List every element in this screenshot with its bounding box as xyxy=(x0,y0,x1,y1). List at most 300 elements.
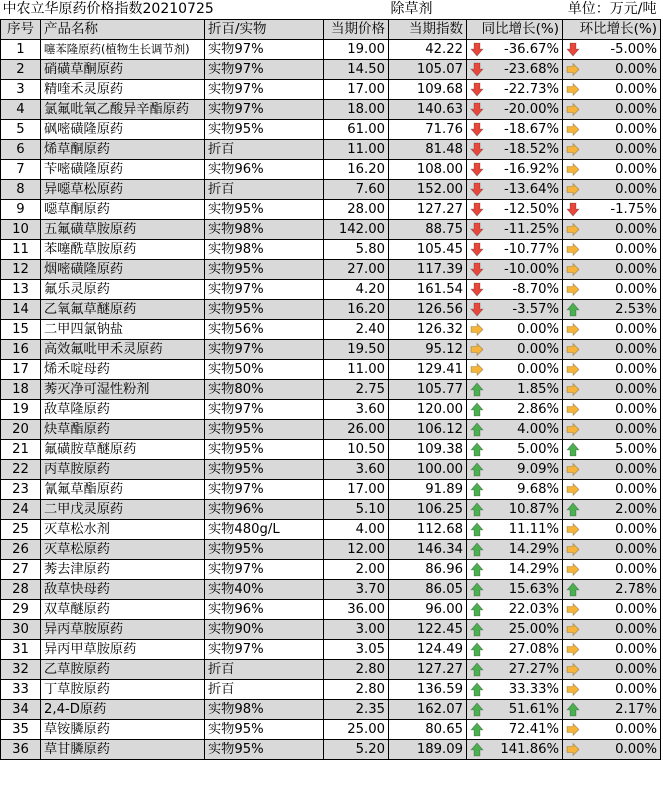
mom-change-value: 2.00% xyxy=(615,502,658,518)
row-number: 11 xyxy=(1,240,41,260)
product-spec: 实物97% xyxy=(205,340,324,360)
current-price: 4.00 xyxy=(324,520,389,540)
yoy-change xyxy=(467,240,563,260)
mom-change-value: 0.00% xyxy=(615,402,658,418)
product-spec: 实物97% xyxy=(205,100,324,120)
yoy-change-value: -22.73% xyxy=(503,82,560,98)
mom-change xyxy=(563,400,661,420)
header-index: 当期指数 xyxy=(389,20,467,40)
current-index: 88.75 xyxy=(389,220,467,240)
down-arrow-icon xyxy=(470,222,484,237)
current-index: 105.07 xyxy=(389,60,467,80)
product-name: 噻苯隆原药(植物生长调节剂) xyxy=(41,40,205,60)
down-arrow-icon xyxy=(470,122,484,137)
table-row xyxy=(1,460,661,480)
mom-change xyxy=(563,680,661,700)
product-name: 敌草快母药 xyxy=(41,580,205,600)
table-row xyxy=(1,620,661,640)
down-arrow-icon xyxy=(470,42,484,57)
mom-change xyxy=(563,360,661,380)
right-arrow-icon xyxy=(566,122,580,137)
product-spec: 实物97% xyxy=(205,400,324,420)
product-name: 烯禾啶母药 xyxy=(41,360,205,380)
yoy-change xyxy=(467,580,563,600)
mom-change xyxy=(563,100,661,120)
current-price: 3.05 xyxy=(324,640,389,660)
table-row xyxy=(1,220,661,240)
right-arrow-icon xyxy=(566,682,580,697)
mom-change xyxy=(563,280,661,300)
yoy-change xyxy=(467,180,563,200)
current-index: 136.59 xyxy=(389,680,467,700)
yoy-change xyxy=(467,620,563,640)
current-price: 14.50 xyxy=(324,60,389,80)
yoy-change xyxy=(467,520,563,540)
right-arrow-icon xyxy=(566,522,580,537)
title-row xyxy=(1,0,661,20)
mom-change-value: 0.00% xyxy=(615,142,658,158)
table-row xyxy=(1,720,661,740)
current-index: 100.00 xyxy=(389,460,467,480)
current-price: 3.60 xyxy=(324,460,389,480)
up-arrow-icon xyxy=(566,582,580,597)
product-spec: 实物95% xyxy=(205,200,324,220)
yoy-change xyxy=(467,220,563,240)
mom-change xyxy=(563,340,661,360)
table-row xyxy=(1,660,661,680)
down-arrow-icon xyxy=(470,162,484,177)
down-arrow-icon xyxy=(470,202,484,217)
right-arrow-icon xyxy=(566,262,580,277)
current-index: 126.56 xyxy=(389,300,467,320)
row-number: 13 xyxy=(1,280,41,300)
current-index: 146.34 xyxy=(389,540,467,560)
table-row xyxy=(1,60,661,80)
current-index: 105.45 xyxy=(389,240,467,260)
current-index: 106.12 xyxy=(389,420,467,440)
table-row xyxy=(1,400,661,420)
yoy-change xyxy=(467,740,563,760)
row-number: 15 xyxy=(1,320,41,340)
product-name: 异噁草松原药 xyxy=(41,180,205,200)
yoy-change-value: 0.00% xyxy=(517,322,560,338)
right-arrow-icon xyxy=(566,462,580,477)
table-row xyxy=(1,40,661,60)
row-number: 1 xyxy=(1,40,41,60)
current-index: 91.89 xyxy=(389,480,467,500)
product-spec: 实物97% xyxy=(205,60,324,80)
table-row xyxy=(1,100,661,120)
current-price: 10.50 xyxy=(324,440,389,460)
yoy-change xyxy=(467,260,563,280)
product-name: 炔草酯原药 xyxy=(41,420,205,440)
product-spec: 实物95% xyxy=(205,460,324,480)
product-spec: 实物95% xyxy=(205,720,324,740)
current-price: 61.00 xyxy=(324,120,389,140)
mom-change-value: 0.00% xyxy=(615,622,658,638)
product-spec: 实物96% xyxy=(205,500,324,520)
current-price: 19.50 xyxy=(324,340,389,360)
product-spec: 实物56% xyxy=(205,320,324,340)
mom-change-value: 0.00% xyxy=(615,462,658,478)
current-price: 2.40 xyxy=(324,320,389,340)
yoy-change xyxy=(467,200,563,220)
up-arrow-icon xyxy=(470,542,484,557)
current-price: 3.70 xyxy=(324,580,389,600)
yoy-change-value: 27.08% xyxy=(508,642,560,658)
up-arrow-icon xyxy=(470,682,484,697)
current-price: 3.00 xyxy=(324,620,389,640)
mom-change-value: 0.00% xyxy=(615,742,658,758)
mom-change xyxy=(563,160,661,180)
product-name: 莠去津原药 xyxy=(41,560,205,580)
current-index: 86.05 xyxy=(389,580,467,600)
yoy-change-value: -16.92% xyxy=(503,162,560,178)
right-arrow-icon xyxy=(566,642,580,657)
yoy-change xyxy=(467,300,563,320)
current-price: 19.00 xyxy=(324,40,389,60)
yoy-change xyxy=(467,700,563,720)
product-spec: 实物97% xyxy=(205,480,324,500)
current-price: 4.20 xyxy=(324,280,389,300)
product-spec: 折百 xyxy=(205,660,324,680)
table-row xyxy=(1,740,661,760)
current-index: 129.41 xyxy=(389,360,467,380)
mom-change-value: 0.00% xyxy=(615,522,658,538)
up-arrow-icon xyxy=(470,442,484,457)
mom-change xyxy=(563,520,661,540)
current-price: 5.20 xyxy=(324,740,389,760)
header-row xyxy=(1,20,661,40)
row-number: 12 xyxy=(1,260,41,280)
yoy-change-value: 14.29% xyxy=(508,542,560,558)
up-arrow-icon xyxy=(470,742,484,757)
current-index: 86.96 xyxy=(389,560,467,580)
right-arrow-icon xyxy=(566,542,580,557)
product-spec: 实物97% xyxy=(205,640,324,660)
row-number: 23 xyxy=(1,480,41,500)
current-price: 16.20 xyxy=(324,160,389,180)
header-mom: 环比增长(%) xyxy=(563,20,661,40)
yoy-change xyxy=(467,40,563,60)
product-name: 莠灭净可湿性粉剂 xyxy=(41,380,205,400)
up-arrow-icon xyxy=(566,442,580,457)
down-arrow-icon xyxy=(470,302,484,317)
table-row xyxy=(1,340,661,360)
down-arrow-icon xyxy=(470,102,484,117)
current-index: 152.00 xyxy=(389,180,467,200)
right-arrow-icon xyxy=(566,362,580,377)
yoy-change xyxy=(467,360,563,380)
current-index: 106.25 xyxy=(389,500,467,520)
mom-change-value: -1.75% xyxy=(610,202,658,218)
mom-change-value: 0.00% xyxy=(615,662,658,678)
row-number: 25 xyxy=(1,520,41,540)
product-name: 噁草酮原药 xyxy=(41,200,205,220)
down-arrow-icon xyxy=(470,242,484,257)
row-number: 30 xyxy=(1,620,41,640)
right-arrow-icon xyxy=(566,742,580,757)
table-row xyxy=(1,180,661,200)
down-arrow-icon xyxy=(470,82,484,97)
product-spec: 实物97% xyxy=(205,80,324,100)
down-arrow-icon xyxy=(566,202,580,217)
mom-change-value: 2.78% xyxy=(615,582,658,598)
row-number: 27 xyxy=(1,560,41,580)
mom-change-value: 0.00% xyxy=(615,342,658,358)
current-index: 162.07 xyxy=(389,700,467,720)
yoy-change xyxy=(467,160,563,180)
product-spec: 实物95% xyxy=(205,120,324,140)
down-arrow-icon xyxy=(470,182,484,197)
yoy-change-value: 15.63% xyxy=(508,582,560,598)
up-arrow-icon xyxy=(566,502,580,517)
row-number: 19 xyxy=(1,400,41,420)
row-number: 32 xyxy=(1,660,41,680)
right-arrow-icon xyxy=(566,162,580,177)
up-arrow-icon xyxy=(470,382,484,397)
right-arrow-icon xyxy=(566,282,580,297)
product-name: 敌草隆原药 xyxy=(41,400,205,420)
up-arrow-icon xyxy=(470,522,484,537)
product-spec: 折百 xyxy=(205,680,324,700)
table-row xyxy=(1,600,661,620)
row-number: 17 xyxy=(1,360,41,380)
product-spec: 折百 xyxy=(205,140,324,160)
product-spec: 实物98% xyxy=(205,220,324,240)
mom-change-value: 0.00% xyxy=(615,722,658,738)
row-number: 35 xyxy=(1,720,41,740)
current-price: 28.00 xyxy=(324,200,389,220)
right-arrow-icon xyxy=(566,242,580,257)
yoy-change-value: 9.09% xyxy=(517,462,560,478)
product-spec: 实物97% xyxy=(205,40,324,60)
yoy-change-value: 25.00% xyxy=(508,622,560,638)
yoy-change xyxy=(467,480,563,500)
right-arrow-icon xyxy=(566,82,580,97)
yoy-change-value: 11.11% xyxy=(508,522,560,538)
yoy-change-value: -8.70% xyxy=(512,282,560,298)
right-arrow-icon xyxy=(566,182,580,197)
yoy-change-value: -18.52% xyxy=(503,142,560,158)
current-index: 127.27 xyxy=(389,200,467,220)
mom-change-value: 0.00% xyxy=(615,322,658,338)
yoy-change-value: -12.50% xyxy=(503,202,560,218)
product-name: 草甘膦原药 xyxy=(41,740,205,760)
yoy-change-value: 4.00% xyxy=(517,422,560,438)
current-price: 2.80 xyxy=(324,680,389,700)
mom-change-value: 0.00% xyxy=(615,222,658,238)
table-row xyxy=(1,140,661,160)
table-row xyxy=(1,560,661,580)
mom-change xyxy=(563,460,661,480)
current-index: 189.09 xyxy=(389,740,467,760)
yoy-change-value: 0.00% xyxy=(517,342,560,358)
yoy-change-value: 10.87% xyxy=(508,502,560,518)
sheet-title: 中农立华原药价格指数20210725 xyxy=(2,1,214,18)
mom-change-value: 0.00% xyxy=(615,562,658,578)
product-name: 氰氟草酯原药 xyxy=(41,480,205,500)
product-name: 五氟磺草胺原药 xyxy=(41,220,205,240)
product-name: 2,4-D原药 xyxy=(41,700,205,720)
current-price: 2.35 xyxy=(324,700,389,720)
right-arrow-icon xyxy=(566,142,580,157)
row-number: 4 xyxy=(1,100,41,120)
yoy-change xyxy=(467,460,563,480)
product-name: 异丙甲草胺原药 xyxy=(41,640,205,660)
product-spec: 实物480g/L xyxy=(205,520,324,540)
current-price: 11.00 xyxy=(324,140,389,160)
mom-change-value: 0.00% xyxy=(615,602,658,618)
yoy-change-value: 9.68% xyxy=(517,482,560,498)
yoy-change-value: -10.77% xyxy=(503,242,560,258)
right-arrow-icon xyxy=(566,402,580,417)
current-index: 109.68 xyxy=(389,80,467,100)
product-spec: 实物96% xyxy=(205,600,324,620)
table-row xyxy=(1,640,661,660)
row-number: 6 xyxy=(1,140,41,160)
row-number: 2 xyxy=(1,60,41,80)
current-price: 16.20 xyxy=(324,300,389,320)
mom-change xyxy=(563,600,661,620)
down-arrow-icon xyxy=(470,62,484,77)
down-arrow-icon xyxy=(566,42,580,57)
product-spec: 实物50% xyxy=(205,360,324,380)
current-price: 26.00 xyxy=(324,420,389,440)
yoy-change-value: -3.57% xyxy=(512,302,560,318)
right-arrow-icon xyxy=(566,602,580,617)
product-spec: 实物40% xyxy=(205,580,324,600)
table-row xyxy=(1,80,661,100)
mom-change xyxy=(563,320,661,340)
yoy-change xyxy=(467,720,563,740)
current-index: 109.38 xyxy=(389,440,467,460)
table-row xyxy=(1,120,661,140)
product-name: 苯噻酰草胺原药 xyxy=(41,240,205,260)
current-index: 117.39 xyxy=(389,260,467,280)
right-arrow-icon xyxy=(566,482,580,497)
table-row xyxy=(1,540,661,560)
yoy-change xyxy=(467,440,563,460)
current-index: 96.00 xyxy=(389,600,467,620)
yoy-change xyxy=(467,560,563,580)
yoy-change xyxy=(467,120,563,140)
current-price: 17.00 xyxy=(324,480,389,500)
product-name: 异丙草胺原药 xyxy=(41,620,205,640)
row-number: 33 xyxy=(1,680,41,700)
mom-change-value: 0.00% xyxy=(615,542,658,558)
yoy-change-value: 5.00% xyxy=(517,442,560,458)
product-spec: 实物96% xyxy=(205,160,324,180)
yoy-change-value: -23.68% xyxy=(503,62,560,78)
product-spec: 实物95% xyxy=(205,420,324,440)
yoy-change-value: -18.67% xyxy=(503,122,560,138)
mom-change-value: 0.00% xyxy=(615,102,658,118)
product-spec: 实物95% xyxy=(205,260,324,280)
current-price: 36.00 xyxy=(324,600,389,620)
table-row xyxy=(1,360,661,380)
product-name: 丁草胺原药 xyxy=(41,680,205,700)
product-spec: 实物98% xyxy=(205,240,324,260)
yoy-change xyxy=(467,280,563,300)
current-index: 105.77 xyxy=(389,380,467,400)
right-arrow-icon xyxy=(566,382,580,397)
unit-label: 单位：万元/吨 xyxy=(567,1,657,18)
current-index: 81.48 xyxy=(389,140,467,160)
current-price: 17.00 xyxy=(324,80,389,100)
row-number: 24 xyxy=(1,500,41,520)
right-arrow-icon xyxy=(566,342,580,357)
row-number: 36 xyxy=(1,740,41,760)
yoy-change xyxy=(467,340,563,360)
product-name: 精喹禾灵原药 xyxy=(41,80,205,100)
mom-change xyxy=(563,380,661,400)
table-row xyxy=(1,240,661,260)
product-name: 二甲四氯钠盐 xyxy=(41,320,205,340)
yoy-change xyxy=(467,100,563,120)
mom-change-value: 0.00% xyxy=(615,422,658,438)
mom-change-value: -5.00% xyxy=(610,42,658,58)
mom-change-value: 0.00% xyxy=(615,122,658,138)
right-arrow-icon xyxy=(566,722,580,737)
mom-change xyxy=(563,720,661,740)
mom-change-value: 0.00% xyxy=(615,382,658,398)
mom-change xyxy=(563,420,661,440)
table-row xyxy=(1,680,661,700)
current-price: 27.00 xyxy=(324,260,389,280)
product-spec: 实物95% xyxy=(205,740,324,760)
up-arrow-icon xyxy=(470,702,484,717)
current-price: 3.60 xyxy=(324,400,389,420)
right-arrow-icon xyxy=(470,342,484,357)
product-spec: 实物80% xyxy=(205,380,324,400)
product-name: 乙氧氟草醚原药 xyxy=(41,300,205,320)
yoy-change-value: 22.03% xyxy=(508,602,560,618)
yoy-change xyxy=(467,400,563,420)
mom-change xyxy=(563,40,661,60)
yoy-change-value: 141.86% xyxy=(500,742,560,758)
current-price: 7.60 xyxy=(324,180,389,200)
table-row xyxy=(1,200,661,220)
mom-change xyxy=(563,440,661,460)
up-arrow-icon xyxy=(470,642,484,657)
current-price: 11.00 xyxy=(324,360,389,380)
right-arrow-icon xyxy=(470,322,484,337)
mom-change-value: 0.00% xyxy=(615,182,658,198)
up-arrow-icon xyxy=(470,602,484,617)
yoy-change xyxy=(467,540,563,560)
mom-change xyxy=(563,620,661,640)
table-row xyxy=(1,320,661,340)
product-spec: 实物95% xyxy=(205,300,324,320)
product-name: 乙草胺原药 xyxy=(41,660,205,680)
row-number: 22 xyxy=(1,460,41,480)
mom-change xyxy=(563,200,661,220)
mom-change-value: 0.00% xyxy=(615,262,658,278)
row-number: 20 xyxy=(1,420,41,440)
yoy-change xyxy=(467,680,563,700)
product-name: 氟磺胺草醚原药 xyxy=(41,440,205,460)
table-row xyxy=(1,520,661,540)
table-row xyxy=(1,420,661,440)
up-arrow-icon xyxy=(470,582,484,597)
product-name: 灭草松水剂 xyxy=(41,520,205,540)
product-spec: 实物95% xyxy=(205,440,324,460)
mom-change-value: 2.53% xyxy=(615,302,658,318)
table-row xyxy=(1,280,661,300)
mom-change-value: 0.00% xyxy=(615,362,658,378)
mom-change xyxy=(563,560,661,580)
